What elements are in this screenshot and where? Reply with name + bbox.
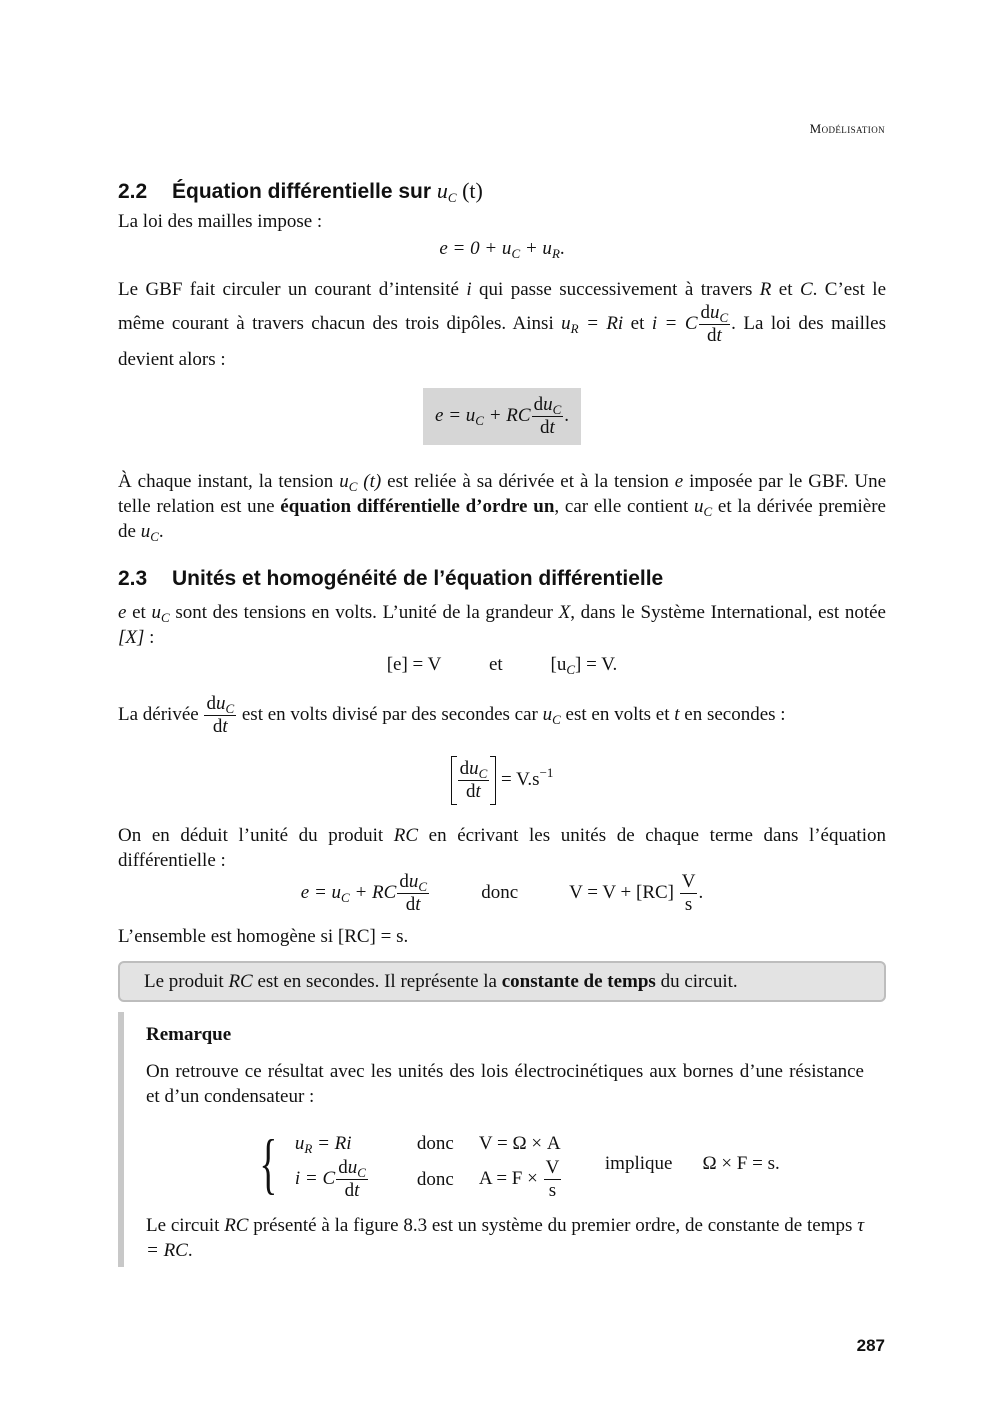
paragraph: On retrouve ce résultat avec les unités des lois électrocinétiques aux bornes d’une résistance et d’un condensateur :	[146, 1061, 864, 1107]
paragraph: À chaque instant, la tension $u_C$ (t) est reliée à sa dérivée et à la tension e imposée par le GBF. Une telle relation est une équation différentielle d’ordre un, car elle contient $u_C$ et la dérivée première de $u_C$.	[118, 471, 887, 544]
paragraph: La dérivée $\frac{du_C}{dt}$ est en volts divisé par des secondes car $u_C$ est en volts et t en secondes :	[118, 693, 786, 737]
equation-system: { $u_R = Ri$ donc V = Ω × A i = C $\frac{du_C}{dt}$ donc A = F × $\frac{V}{s}$ implique Ω × F = s.	[259, 1125, 780, 1201]
system-row: $u_R = Ri$ donc V = Ω × A	[294, 1132, 561, 1156]
section-2-2-heading	[118, 176, 886, 207]
paragraph: Le circuit RC présenté à la figure 8.3 est un système du premier ordre, de constante de temps τ = RC.	[146, 1215, 864, 1261]
section-title-math: $u_C$ (t)	[436, 178, 483, 205]
section-number: 2.3	[118, 567, 148, 590]
section-2-3-heading	[118, 564, 886, 594]
key-result-callout: Le produit RC est en secondes. Il représente la constante de temps du circuit.	[118, 961, 886, 1002]
paragraph: La loi des mailles impose :	[118, 211, 323, 232]
boxed-differential-equation: $e = u_C$ + RC $\frac{du_C}{dt}$ .	[423, 388, 581, 445]
page-number: 287	[856, 1336, 885, 1355]
paragraph: e et $u_C$ sont des tensions en volts. L’unité de la grandeur X, dans le Système International, est notée [X] :	[118, 602, 886, 648]
remark-block	[118, 1012, 886, 1267]
section-title: Unités et homogénéité de l’équation différentielle	[172, 567, 664, 590]
running-header: Modélisation	[809, 121, 885, 136]
fraction: $\frac{du_C}{dt}$	[700, 302, 729, 346]
remark-title: Remarque	[146, 1024, 232, 1045]
equation-homogeneity: $e = u_C$ + RC $\frac{du_C}{dt}$ donc V = V + [RC] $\frac{V}{s}$ .	[300, 871, 704, 915]
equation-units: [e] = V et $[u_C] = V$.	[386, 654, 618, 677]
equation-derivative-unit: $\frac{du_C}{dt}$ = $V.s^{-1}$	[118, 756, 886, 805]
equation-box	[118, 388, 886, 445]
section-number: 2.2	[118, 180, 148, 203]
paragraph: L’ensemble est homogène si [RC] = s.	[118, 926, 409, 947]
equation-mesh-law: $e = 0 + u_C + u_R$.	[439, 238, 565, 261]
page-content	[118, 176, 886, 1267]
paragraph: On en déduit l’unité du produit RC en écrivant les unités de chaque terme dans l’équation différentielle :	[118, 825, 886, 871]
brace-symbol: {	[259, 1125, 278, 1201]
paragraph: Le GBF fait circuler un courant d’intensité i qui passe successivement à travers R et C. C’est le même courant à travers chacun des trois dipôles. Ainsi $u_R = Ri$ et i = C $\frac{du_C}{dt}$ . La loi des mailles devient alors :	[118, 279, 886, 370]
system-row: i = C $\frac{du_C}{dt}$ donc A = F × $\frac{V}{s}$	[294, 1156, 560, 1201]
section-title: Équation différentielle sur	[172, 180, 432, 203]
